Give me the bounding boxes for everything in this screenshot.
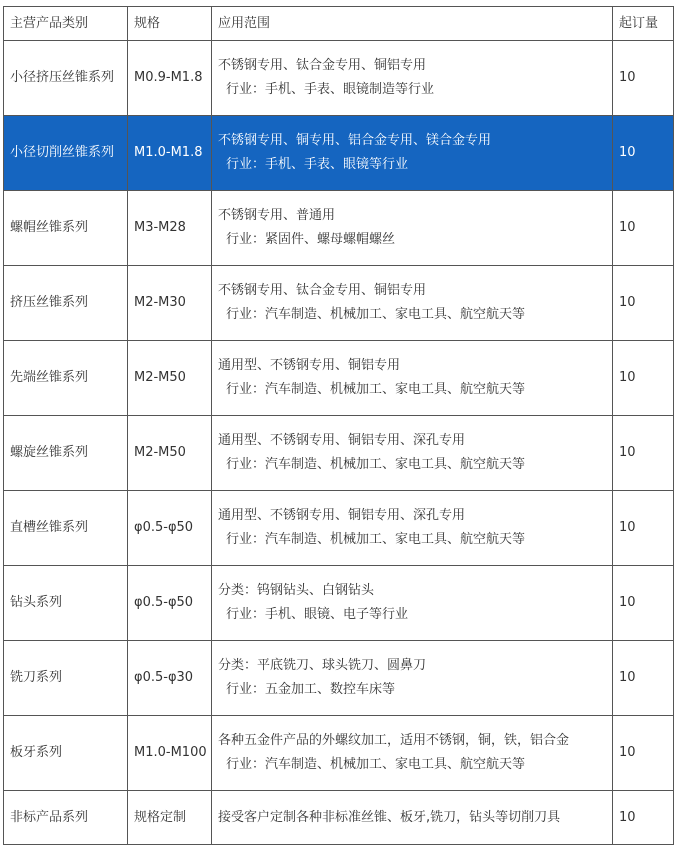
cell-spec: φ0.5-φ50 <box>128 491 212 566</box>
cell-usage <box>212 341 613 416</box>
usage-line: 通用型、不锈钢专用、铜铝专用 <box>218 358 401 373</box>
usage-line: 分类：钨钢钻头、白钢钻头 <box>218 583 375 598</box>
industry-line: 行业：汽车制造、机械加工、家电工具、航空航天等 <box>226 382 526 397</box>
usage-line: 不锈钢专用、钛合金专用、铜铝专用 <box>218 283 427 298</box>
industry-line: 行业：手机、眼镜、电子等行业 <box>226 607 409 622</box>
usage-line: 接受客户定制各种非标准丝锥、板牙,铣刀，钻头等切削刀具 <box>218 809 561 825</box>
cell-moq: 10 <box>613 566 674 641</box>
table-row[interactable] <box>4 191 674 266</box>
cell-spec: M2-M50 <box>128 416 212 491</box>
table-row[interactable] <box>4 491 674 566</box>
cell-category: 小径切削丝锥系列 <box>4 116 128 191</box>
cell-category: 挤压丝锥系列 <box>4 266 128 341</box>
cell-spec: M2-M30 <box>128 266 212 341</box>
cell-category: 非标产品系列 <box>4 791 128 845</box>
cell-usage <box>212 566 613 641</box>
cell-moq: 10 <box>613 266 674 341</box>
cell-usage <box>212 416 613 491</box>
table-row[interactable] <box>4 791 674 845</box>
cell-category: 小径挤压丝锥系列 <box>4 41 128 116</box>
table-row[interactable] <box>4 41 674 116</box>
cell-category: 直槽丝锥系列 <box>4 491 128 566</box>
cell-spec: 规格定制 <box>128 791 212 845</box>
cell-usage <box>212 191 613 266</box>
table-row[interactable] <box>4 566 674 641</box>
cell-moq: 10 <box>613 791 674 845</box>
header-category: 主营产品类别 <box>4 7 128 41</box>
usage-line: 通用型、不锈钢专用、铜铝专用、深孔专用 <box>218 433 466 448</box>
table-row[interactable] <box>4 641 674 716</box>
industry-line: 行业：手机、手表、眼镜制造等行业 <box>226 82 435 97</box>
cell-usage <box>212 791 613 845</box>
cell-usage <box>212 41 613 116</box>
industry-line: 行业：紧固件、螺母螺帽螺丝 <box>226 232 396 247</box>
cell-category: 螺帽丝锥系列 <box>4 191 128 266</box>
table-row[interactable] <box>4 716 674 791</box>
cell-moq: 10 <box>613 191 674 266</box>
cell-spec: M1.0-M1.8 <box>128 116 212 191</box>
cell-spec: M3-M28 <box>128 191 212 266</box>
usage-line: 不锈钢专用、普通用 <box>218 208 336 223</box>
usage-line: 不锈钢专用、铜专用、铝合金专用、镁合金专用 <box>218 133 492 148</box>
cell-spec: M1.0-M100 <box>128 716 212 791</box>
cell-moq: 10 <box>613 641 674 716</box>
industry-line: 行业：汽车制造、机械加工、家电工具、航空航天等 <box>226 532 526 547</box>
cell-spec: φ0.5-φ30 <box>128 641 212 716</box>
cell-category: 板牙系列 <box>4 716 128 791</box>
cell-category: 先端丝锥系列 <box>4 341 128 416</box>
cell-spec: φ0.5-φ50 <box>128 566 212 641</box>
industry-line: 行业：汽车制造、机械加工、家电工具、航空航天等 <box>226 457 526 472</box>
cell-moq: 10 <box>613 116 674 191</box>
industry-line: 行业：五金加工、数控车床等 <box>226 682 396 697</box>
usage-line: 各种五金件产品的外螺纹加工，适用不锈钢，铜，铁，铝合金 <box>218 733 570 748</box>
header-moq: 起订量 <box>613 7 674 41</box>
product-table <box>3 6 674 845</box>
cell-category: 螺旋丝锥系列 <box>4 416 128 491</box>
cell-category: 钻头系列 <box>4 566 128 641</box>
header-usage: 应用范围 <box>212 7 613 41</box>
cell-spec: M0.9-M1.8 <box>128 41 212 116</box>
cell-usage <box>212 266 613 341</box>
cell-moq: 10 <box>613 41 674 116</box>
cell-usage <box>212 641 613 716</box>
table-row[interactable] <box>4 341 674 416</box>
usage-line: 不锈钢专用、钛合金专用、铜铝专用 <box>218 58 427 73</box>
cell-usage <box>212 491 613 566</box>
cell-spec: M2-M50 <box>128 341 212 416</box>
usage-line: 通用型、不锈钢专用、铜铝专用、深孔专用 <box>218 508 466 523</box>
header-spec: 规格 <box>128 7 212 41</box>
table-row-selected[interactable] <box>4 116 674 191</box>
table-header-row <box>4 7 674 41</box>
table-row[interactable] <box>4 416 674 491</box>
cell-moq: 10 <box>613 341 674 416</box>
cell-moq: 10 <box>613 416 674 491</box>
industry-line: 行业：汽车制造、机械加工、家电工具、航空航天等 <box>226 307 526 322</box>
cell-moq: 10 <box>613 491 674 566</box>
industry-line: 行业：手机、手表、眼镜等行业 <box>226 157 409 172</box>
table-row[interactable] <box>4 266 674 341</box>
cell-category: 铣刀系列 <box>4 641 128 716</box>
cell-moq: 10 <box>613 716 674 791</box>
cell-usage <box>212 716 613 791</box>
industry-line: 行业：汽车制造、机械加工、家电工具、航空航天等 <box>226 757 526 772</box>
cell-usage <box>212 116 613 191</box>
usage-line: 分类：平底铣刀、球头铣刀、圆鼻刀 <box>218 658 427 673</box>
